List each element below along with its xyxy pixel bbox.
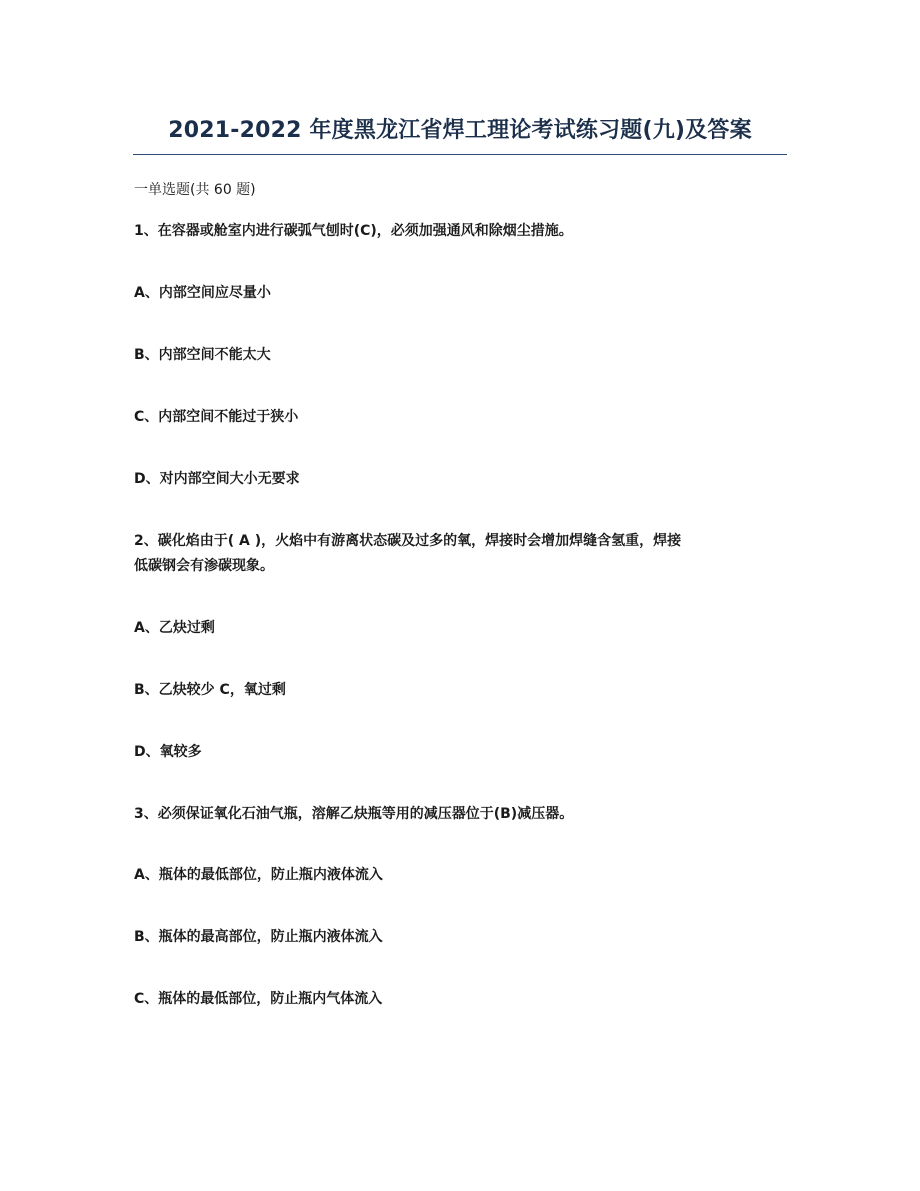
question-1-option-c: C、内部空间不能过于狭小 (134, 409, 299, 425)
document-title: 2021-2022 年度黑龙江省焊工理论考试练习题(九)及答案 (168, 118, 752, 143)
question-1-text: 1、在容器或舱室内进行碳弧气刨时(C)，必须加强通风和除烟尘措施。 (134, 223, 573, 239)
question-2-text-line-2: 低碳钢会有渗碳现象。 (134, 558, 274, 574)
title-underline (133, 154, 787, 155)
question-2-option-d: D、氧较多 (134, 744, 202, 760)
question-3-option-c: C、瓶体的最低部位，防止瓶内气体流入 (134, 991, 383, 1007)
section-heading: 一单选题(共 60 题) (134, 182, 256, 198)
question-3-option-b: B、瓶体的最高部位，防止瓶内液体流入 (134, 929, 383, 945)
question-1-option-b: B、内部空间不能太大 (134, 347, 271, 363)
question-1-option-d: D、对内部空间大小无要求 (134, 471, 300, 487)
question-2-option-b: B、乙炔较少 C，氧过剩 (134, 682, 286, 698)
question-3-text: 3、必须保证氧化石油气瓶，溶解乙炔瓶等用的减压器位于(B)减压器。 (134, 806, 574, 822)
question-3-option-a: A、瓶体的最低部位，防止瓶内液体流入 (134, 867, 383, 883)
question-1-option-a: A、内部空间应尽量小 (134, 285, 271, 301)
question-2-text-line-1: 2、碳化焰由于( A )，火焰中有游离状态碳及过多的氧，焊接时会增加焊缝含氢重，焊接 (134, 533, 682, 549)
question-2-option-a: A、乙炔过剩 (134, 620, 215, 636)
